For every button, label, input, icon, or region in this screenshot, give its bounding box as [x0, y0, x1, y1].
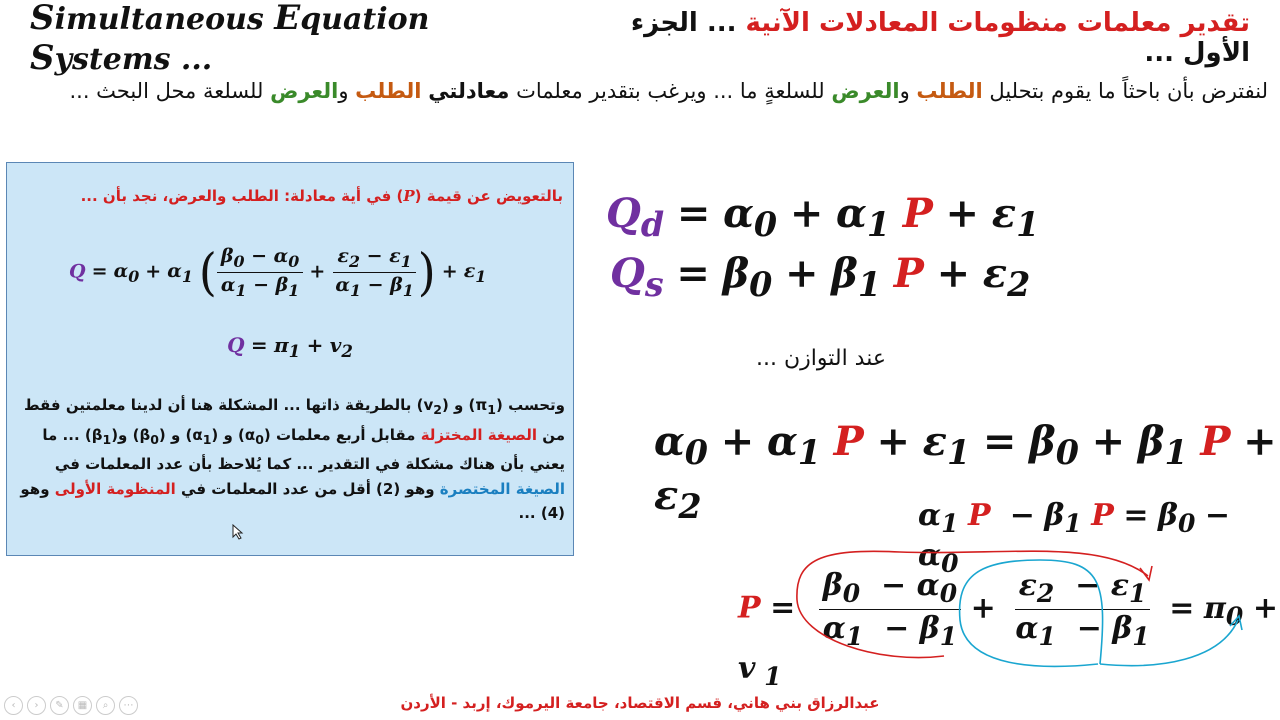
box-explanation: وتحسب $(\pi_1)$ و $(v_2)$ بالطريقة ذاتها ... المشكلة هنا أن لدينا معلمتين فقط من الصيغة المختزلة مقابل أربع معلمات $(\alpha_0)$ و $(\alpha_1)$ و $(\beta_0)$ $و(\beta_1)$ ... ما يعني بأن هناك مشكلة في التقدير ... كما يُلاحظ بأن عدد المعلمات في الصيغة المختصرة وهو (2) أقل من عدد المعلمات في المنظومة الأولى وهو (4) ... — [20, 396, 565, 522]
supply-equation: $Q_s = \beta_0 + \beta_1$ $P + \varepsilon_2$ — [610, 250, 1031, 304]
equilibrium-label: عند التوازن ... — [756, 346, 886, 371]
substitution-box — [6, 162, 574, 556]
box-equation-reduced: $Q = \pi_1 + v_2$ — [227, 333, 353, 361]
box-heading: بالتعويض عن قيمة (P) في أية معادلة: الطلب والعرض، نجد بأن ... — [80, 187, 563, 205]
next-slide-icon[interactable]: › — [27, 696, 46, 715]
zoom-icon[interactable]: ⌕ — [96, 696, 115, 715]
equilibrium-equation: $\alpha_0 + \alpha_1$ $P + \varepsilon_1 = \beta_0 + \beta_1$ $P + \varepsilon_2$ — [654, 418, 1277, 526]
slide-title — [30, 0, 1250, 78]
title-arabic: تقدير معلمات منظومات المعادلات الآنية ... الجزء الأول ... — [630, 8, 1250, 68]
more-options-icon[interactable]: ⋯ — [119, 696, 138, 715]
demand-equation: $Q_d = \alpha_0 + \alpha_1$ $P + \varepsilon_1$ — [606, 190, 1040, 244]
intro-paragraph: لنفترض بأن باحثاً ما يقوم بتحليل الطلب والعرض للسلعةٍ ما ... ويرغب بتقدير معلمات معادلتي الطلب والعرض للسلعة محل البحث ... — [69, 79, 1268, 103]
box-equation-q-substituted: $Q = \alpha_0 + \alpha_1$ ( $\frac{\beta_0 - \alpha_0}{\alpha_1 - \beta_1}$ + $\frac{\varepsilon_2 - \varepsilon_1}{\alpha_1 - \beta_1}$ ) + $\varepsilon_1$ — [69, 242, 487, 302]
demand-word: الطلب — [916, 79, 983, 103]
supply-word: العرض — [831, 79, 900, 103]
slideshow-toolbar — [4, 696, 138, 715]
footer-credit: عبدالرزاق بني هاني، قسم الاقتصاد، جامعة اليرموك، إربد - الأردن — [400, 694, 880, 712]
title-english: Simultaneous Equation Systems ... — [30, 0, 430, 78]
rearranged-equation: $\alpha_1$ $P - \beta_1$ $P = \beta_0 - \alpha_0$ — [918, 498, 1231, 578]
previous-slide-icon[interactable]: ‹ — [4, 696, 23, 715]
slides-grid-icon[interactable]: ▦ — [73, 696, 92, 715]
pen-icon[interactable]: ✎ — [50, 696, 69, 715]
price-reduced-form-equation: P = $\frac{\beta_0 - \alpha_0}{\alpha_1 - \beta_1}$ + $\frac{\varepsilon_2 - \varepsilon_1}{\alpha_1 - \beta_1}$ = $\pi_0 + v$ $_1$ — [738, 568, 1278, 691]
mouse-cursor-icon — [232, 524, 244, 540]
